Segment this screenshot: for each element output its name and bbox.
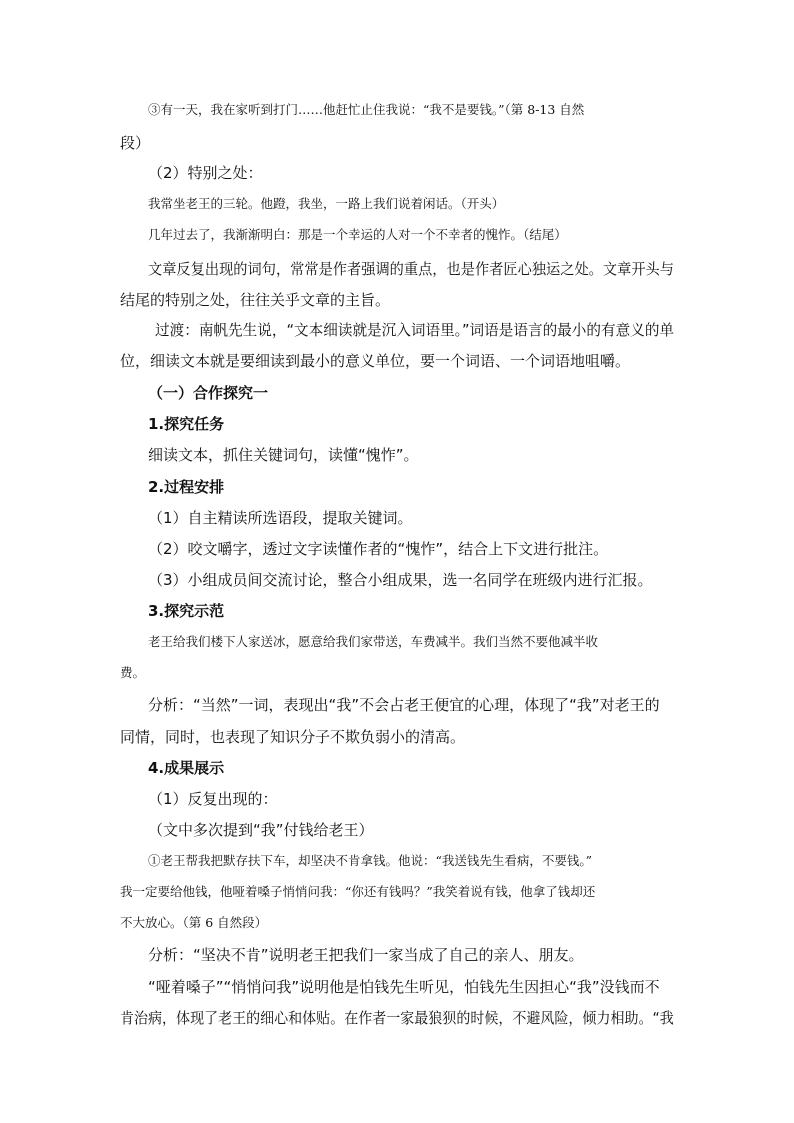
- section-heading: （一）合作探究一: [148, 384, 269, 402]
- task-heading: 1.探究任务: [148, 415, 225, 433]
- transition-line: 过渡：南帆先生说，“文本细读就是沉入词语里。”词语是语言的最小的有意义的单: [155, 321, 675, 339]
- process-heading: 2.过程安排: [148, 478, 225, 496]
- results-subheading: （1）反复出现的：: [148, 790, 278, 808]
- results-heading: 4.成果展示: [148, 759, 225, 777]
- example-quote: 费。: [120, 665, 146, 680]
- results-note: （文中多次提到“我”付钱给老王）: [148, 821, 374, 839]
- task-text: 细读文本，抓住关键词句，读懂“愧怍”。: [148, 446, 419, 464]
- quote-opening: 我常坐老王的三轮。他蹬，我坐，一路上我们说着闲话。（开头）: [148, 196, 505, 211]
- text-line-2: 段）: [120, 134, 151, 152]
- results-quote: ①老王帮我把默存扶下车，却坚决不肯拿钱。他说：“我送钱先生看病，不要钱。”: [148, 853, 593, 868]
- analysis-line: 同情，同时，也表现了知识分子不欺负弱小的清高。: [120, 728, 466, 746]
- process-step-3: （3）小组成员间交流讨论，整合小组成果，选一名同学在班级内进行汇报。: [148, 571, 653, 589]
- transition-line: 位，细读文本就是要细读到最小的意义单位，要一个词语、一个词语地咀嚼。: [120, 352, 631, 370]
- results-quote: 不大放心。（第 6 自然段）: [120, 915, 268, 930]
- paragraph-line: 结尾的特别之处，往往关乎文章的主旨。: [120, 291, 391, 309]
- paragraph-line: 文章反复出现的词句，常常是作者强调的重点，也是作者匠心独运之处。文章开头与: [148, 260, 674, 278]
- analysis-line: “哑着嗓子”“悄悄问我”说明他是怕钱先生听见，怕钱先生因担心“我”没钱而不: [148, 978, 660, 996]
- analysis-line: 分析：“当然”一词，表现出“我”不会占老王便宜的心理，体现了“我”对老王的: [148, 696, 660, 714]
- subsection-heading: （2）特别之处：: [148, 164, 263, 182]
- analysis-line: 分析：“坚决不肯”说明老王把我们一家当成了自己的亲人、朋友。: [148, 946, 584, 964]
- process-step-2: （2）咬文嚼字，透过文字读懂作者的“愧怍”，结合上下文进行批注。: [148, 540, 609, 558]
- example-quote: 老王给我们楼下人家送冰，愿意给我们家带送，车费减半。我们当然不要他减半收: [148, 634, 599, 649]
- process-step-1: （1）自主精读所选语段，提取关键词。: [148, 509, 413, 527]
- quote-ending: 几年过去了，我渐渐明白：那是一个幸运的人对一个不幸者的愧怍。（结尾）: [148, 227, 567, 242]
- results-quote: 我一定要给他钱，他哑着嗓子悄悄问我：“你还有钱吗？”我笑着说有钱，他拿了钱却还: [120, 884, 596, 899]
- analysis-line: 肯治病，体现了老王的细心和体贴。在作者一家最狼狈的时候，不避风险，倾力相助。“我: [120, 1009, 674, 1027]
- text-line-1: ③有一天，我在家听到打门……他赶忙止住我说：“我不是要钱。”（第 8-13 自然: [148, 102, 585, 117]
- example-heading: 3.探究示范: [148, 602, 225, 620]
